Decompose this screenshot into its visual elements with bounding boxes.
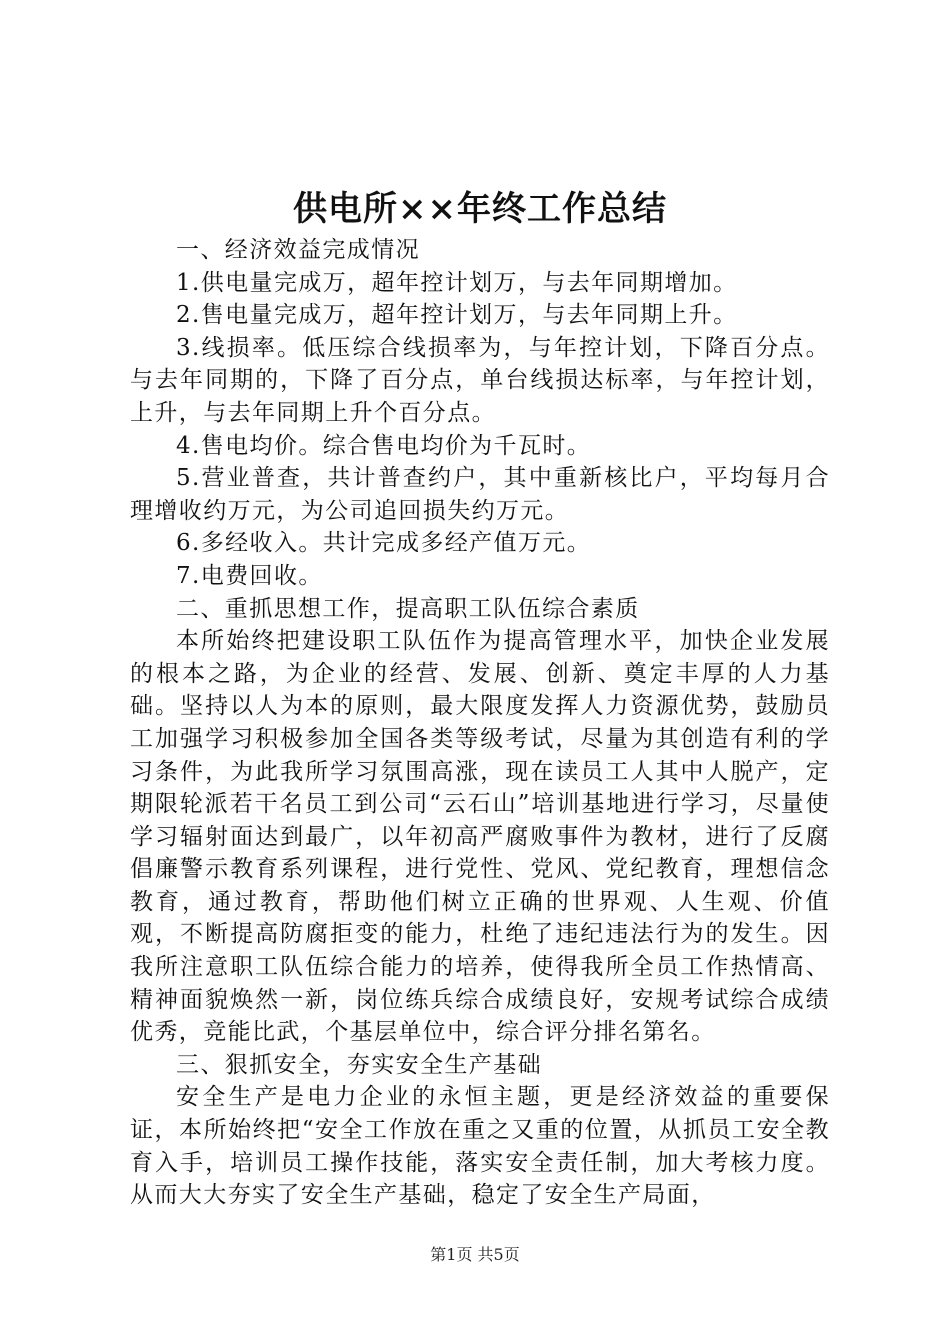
body-paragraph-safety: 安全生产是电力企业的永恒主题，更是经济效益的重要保证，本所始终把“安全工作放在重之又重的位置，从抓员工安全教育入手，培训员工操作技能，落实安全责任制，加大考核力度。从而大大夯实了安全生产基础，稳定了安全生产局面，	[130, 1084, 830, 1209]
list-item-sales: 2.售电量完成万，超年控计划万，与去年同期上升。	[176, 302, 738, 329]
list-item-line-loss: 3.线损率。低压综合线损率为，与年控计划，下降百分点。与去年同期的，下降了百分点，单台线损达标率，与年控计划，上升，与去年同期上升个百分点。	[130, 334, 830, 426]
list-item-supply: 1.供电量完成万，超年控计划万，与去年同期增加。	[176, 269, 738, 296]
list-item-fee-recovery: 7.电费回收。	[176, 562, 323, 589]
section-heading-safety: 三、狠抓安全，夯实安全生产基础	[176, 1051, 542, 1078]
section-heading-economic: 一、经济效益完成情况	[176, 237, 420, 263]
list-item-diversified-income: 6.多经收入。共计完成多经产值万元。	[176, 530, 592, 557]
document-body	[130, 234, 830, 1212]
page-number: 第1页 共5页	[430, 1245, 520, 1264]
list-item-avg-price: 4.售电均价。综合售电均价为千瓦时。	[176, 432, 592, 459]
document-title: 供电所××年终工作总结	[293, 189, 667, 229]
list-item-census: 5.营业普查，共计普查约户，其中重新核比户，平均每月合理增收约万元，为公司追回损失约万元。	[130, 465, 830, 524]
section-heading-ideology: 二、重抓思想工作，提高职工队伍综合素质	[176, 595, 640, 622]
document-page	[130, 0, 830, 1344]
body-paragraph-ideology: 本所始终把建设职工队伍作为提高管理水平，加快企业发展的根本之路，为企业的经营、发展、创新、奠定丰厚的人力基础。坚持以人为本的原则，最大限度发挥人力资源优势，鼓励员工加强学习积极参加全国各类等级考试，尽量为其创造有利的学习条件，为此我所学习氛围高涨，现在读员工人其中人脱产，定期限轮派若干名员工到公司“云石山”培训基地进行学习，尽量使学习辐射面达到最广，以年初高严腐败事件为教材，进行了反腐倡廉警示教育系列课程，进行党性、党风、党纪教育，理想信念教育，通过教育，帮助他们树立正确的世界观、人生观、价值观，不断提高防腐拒变的能力，杜绝了违纪违法行为的发生。因我所注意职工队伍综合能力的培养，使得我所全员工作热情高、精神面貌焕然一新，岗位练兵综合成绩良好，安规考试综合成绩优秀，竞能比武，个基层单位中，综合评分排名第名。	[130, 628, 830, 1046]
